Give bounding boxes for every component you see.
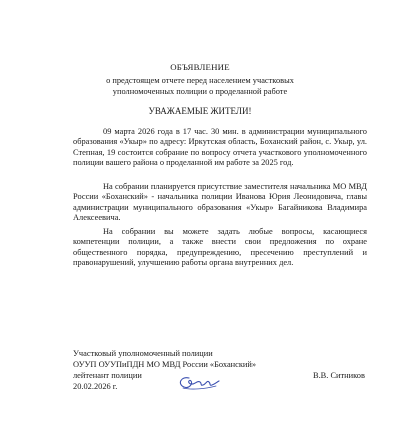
signer-name: В.В. Ситников xyxy=(313,371,365,380)
signer-position-line1: Участковый уполномоченный полиции xyxy=(73,349,213,358)
document-title: ОБЪЯВЛЕНИЕ xyxy=(170,62,230,72)
document-date: 20.02.2026 г. xyxy=(73,382,118,391)
document-subtitle-line2: уполномоченных полиции о проделанной работе xyxy=(112,87,288,96)
handwritten-signature xyxy=(175,370,221,392)
document-subtitle-line1: о предстоящем отчете перед населением участковых xyxy=(106,76,294,85)
paragraph-attendees: На собрании планируется присутствие заместителя начальника МО МВД России «Боханский» - начальника полиции Иванова Юрия Леонидовича, главы администрации муниципального образования «Укыр» Багайникова Владимира Алексеевича. xyxy=(73,182,367,223)
greeting: УВАЖАЕМЫЕ ЖИТЕЛИ! xyxy=(148,106,252,116)
paragraph-meeting-info: 09 марта 2026 года в 17 час. 30 мин. в администрации муниципального образования «Укыр» по адресу: Иркутская область, Боханский район, с. Укыр, ул. Степная, 19 состоится собрание по вопросу отчета участкового уполномоченного полиции вашего района о проделанной им работе за 2025 год. xyxy=(73,127,367,168)
paragraph-questions: На собрании вы можете задать любые вопросы, касающиеся компетенции полиции, а также внести свои предложения по охране общественного порядка, предупреждению, пресечению преступлений и правонарушений, улучшению работы органа внутренних дел. xyxy=(73,227,367,268)
signer-position-line2: ОУУП ОУУПиПДН МО МВД России «Боханский» xyxy=(73,360,257,369)
signer-rank: лейтенант полиции xyxy=(73,371,142,380)
